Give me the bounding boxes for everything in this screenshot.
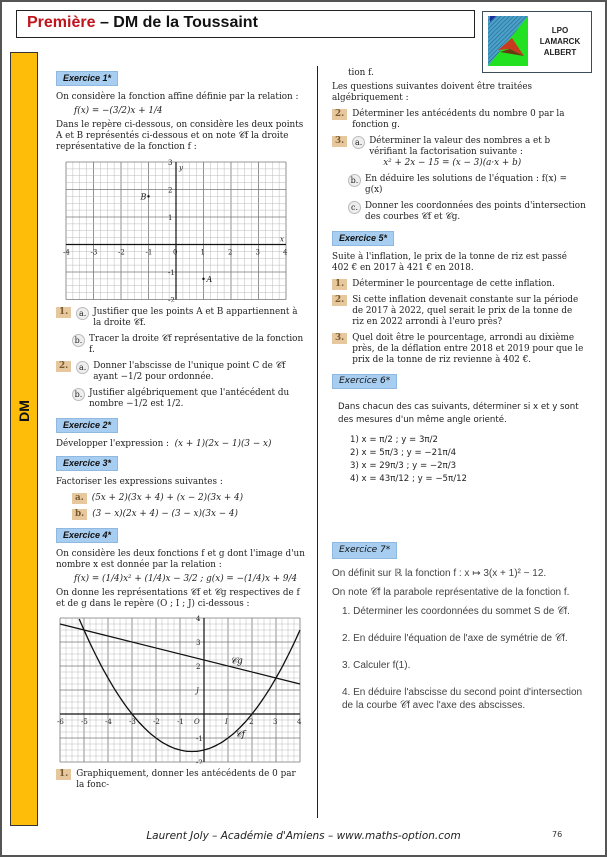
ex4-intro: On considère les deux fonctions f et g dont l'image d'un nombre x est donnée par la relation : — [56, 549, 305, 570]
ex5-q3 — [332, 333, 586, 366]
ex3-b — [72, 509, 306, 520]
ex5-q3-text: Quel doit être le pourcentage, arrondi au dixième près, de la déflation entre 2018 et 2019 pour que le prix de la tonne de riz revienne à 402 €. — [352, 333, 584, 365]
y-tick-label: 2 — [168, 186, 173, 195]
ex4-q3b-text: En déduire les solutions de l'équation : f(x) = g(x) — [365, 174, 568, 195]
ex4-q3b — [348, 174, 586, 196]
ex2-expression: (x + 1)(2x − 1)(3 − x) — [174, 439, 272, 449]
x-tick-label: 4 — [297, 718, 302, 726]
ex1-q1 — [56, 307, 306, 329]
question-number: 2. — [56, 361, 71, 372]
ex1-formula: f(x) = −(3/2)x + 1/4 — [74, 106, 163, 116]
ex7-line2: On note 𝒞f la parabole représentative de la fonction f. — [332, 587, 570, 598]
ex4-q3c — [348, 201, 586, 223]
question-number: 2. — [332, 295, 347, 306]
x-tick-label: -4 — [105, 718, 112, 726]
x-tick-label: 3 — [255, 248, 260, 257]
y-tick-label: -1 — [168, 269, 175, 277]
x-tick-label: -1 — [177, 718, 184, 726]
ex6-case: 3) x = 29π/3 ; y = −2π/3 — [350, 461, 457, 471]
ex4-algebra-note: Les questions suivantes doivent être traitées algébriquement : — [332, 82, 533, 103]
sub-letter: a. — [352, 136, 365, 149]
item-letter: a. — [72, 493, 87, 504]
ex1-graph — [56, 157, 296, 302]
ex5-q1-text: Déterminer le pourcentage de cette inflation. — [352, 279, 555, 289]
y-tick-label: 4 — [196, 615, 201, 623]
x-tick-label: 2 — [228, 248, 233, 257]
exercise-1-tag: Exercice 1* — [56, 71, 118, 86]
x-tick-label: O — [194, 718, 200, 726]
question-number: 1. — [56, 769, 71, 780]
question-number: 1. — [332, 279, 347, 290]
x-tick-label: -3 — [90, 248, 98, 257]
ex3-a — [72, 493, 306, 504]
school-logo — [482, 11, 592, 73]
question-number: 3. — [332, 136, 347, 147]
title-box — [16, 10, 475, 38]
ex1-q2 — [56, 361, 306, 383]
sub-letter: a. — [76, 307, 89, 320]
x-tick-label: -5 — [81, 718, 88, 726]
ex4-q2 — [332, 109, 586, 131]
logo-icon — [488, 16, 528, 66]
ex6-intro: Dans chacun des cas suivants, déterminer si x et y sont des mesures d'un même angle orienté. — [338, 402, 579, 425]
ex1-q1b — [72, 334, 306, 356]
footer-credit: Laurent Joly – Académie d'Amiens – www.maths-option.com — [146, 830, 461, 842]
x-tick-label: -2 — [153, 718, 160, 726]
sub-letter: b. — [348, 174, 361, 187]
ex7-item: 3. Calculer f(1). — [342, 660, 411, 671]
x-tick-label: 2 — [249, 718, 254, 726]
ex7-item: 4. En déduire l'abscisse du second point d'intersection de la courbe 𝒞f avec l'axe des abscisses. — [342, 687, 583, 711]
ex5-intro: Suite à l'inflation, le prix de la tonne de riz est passé 402 € en 2017 à 421 € en 2018. — [332, 252, 567, 273]
x-axis-label: x — [280, 235, 284, 244]
x-tick-label: -4 — [63, 248, 70, 257]
sub-letter: b. — [72, 388, 85, 401]
y-tick-label: 3 — [168, 159, 173, 167]
point-label: A — [206, 274, 213, 284]
y-tick-label: -2 — [168, 296, 175, 302]
x-tick-label: -2 — [118, 248, 125, 257]
ex7-item: 1. Déterminer les coordonnées du sommet S de 𝒞f. — [342, 606, 570, 617]
ex4-graph — [56, 614, 306, 764]
logo-text: LPO LAMARCK ALBERT — [539, 26, 581, 57]
question-number: 1. — [56, 307, 71, 318]
exercise-5-tag: Exercice 5* — [332, 231, 394, 246]
ex1-q1b-text: Tracer la droite 𝒞f représentative de la fonction f. — [89, 334, 304, 355]
title-text: – DM de la Toussaint — [95, 14, 258, 31]
question-number: 2. — [332, 109, 347, 120]
ex1-intro: On considère la fonction affine définie par la relation : — [56, 92, 299, 102]
y-tick-label: 2 — [196, 663, 201, 671]
ex3-b-expr: (3 − x)(2x + 4) − (3 − x)(3x − 4) — [92, 509, 238, 519]
exercise-2-tag: Exercice 2* — [56, 418, 118, 433]
y-tick-label: 3 — [196, 639, 201, 647]
x-tick-label: -3 — [129, 718, 136, 726]
ex4-q1-continued: tion f. — [348, 68, 374, 78]
sub-letter: b. — [72, 334, 85, 347]
sidebar-label: DM — [16, 400, 32, 422]
ex1-desc: Dans le repère ci-dessous, on considère les deux points A et B représentés ci-dessous et on note 𝒞f la droite représentative de la fonction f : — [56, 120, 304, 152]
exercise-6 — [332, 371, 586, 485]
y-tick-label: J — [196, 687, 199, 695]
page-number: 76 — [552, 830, 563, 839]
ex3-text: Factoriser les expressions suivantes : — [56, 477, 223, 487]
point-A — [202, 278, 204, 280]
x-tick-label: 4 — [283, 248, 288, 257]
ex4-q3c-text: Donner les coordonnées des points d'intersection des courbes 𝒞f et 𝒞g. — [365, 201, 586, 222]
y-tick-label: -2 — [196, 759, 203, 764]
sub-letter: c. — [348, 201, 361, 214]
exercise-6-tag: Exercice 6* — [332, 374, 397, 389]
ex7-item: 2. En déduire l'équation de l'axe de symétrie de 𝒞f. — [342, 633, 568, 644]
ex4-q1-text: Graphiquement, donner les antécédents de 0 par la fonc- — [76, 769, 296, 790]
y-tick-label: 1 — [168, 214, 173, 222]
ex6-case: 1) x = π/2 ; y = 3π/2 — [350, 435, 438, 445]
x-tick-label: 1 — [200, 248, 205, 257]
exercise-4-tag: Exercice 4* — [56, 528, 118, 543]
ex1-q1a-text: Justifier que les points A et B appartiennent à la droite 𝒞f. — [93, 307, 298, 328]
y-axis-label: y — [179, 164, 183, 172]
curve-f-label: 𝒞f — [235, 729, 246, 740]
title-level: Première — [27, 14, 96, 31]
ex4-q3a: Déterminer la valeur des nombres a et b vérifiant la factorisation suivante : x² + 2x − 15 = (x − 3)(a·x + b) — [369, 136, 551, 168]
y-tick-label: -1 — [196, 735, 203, 743]
ex7-line1: On définit sur ℝ la fonction f : x ↦ 3(x + 1)² − 12. — [332, 568, 547, 579]
x-tick-label: 3 — [273, 718, 278, 726]
ex4-desc: On donne les représentations 𝒞f et 𝒞g respectives de f et de g dans le repère (O ; I ; J) ci-dessous : — [56, 588, 300, 609]
ex1-q2b — [72, 388, 306, 410]
ex6-case: 2) x = 5π/3 ; y = −21π/4 — [350, 448, 457, 458]
left-column — [56, 68, 306, 796]
item-letter: b. — [72, 509, 87, 520]
ex3-a-expr: (5x + 2)(3x + 4) + (x − 2)(3x + 4) — [91, 493, 244, 503]
ex2-text: Développer l'expression : (x + 1)(2x − 1)(3 − x) — [56, 439, 272, 449]
ex4-formula: f(x) = (1/4)x² + (1/4)x − 3/2 ; g(x) = −(1/4)x + 9/4 — [74, 574, 298, 584]
ex4-q2-text: Déterminer les antécédents du nombre 0 par la fonction g. — [352, 109, 565, 130]
ex6-case: 4) x = 43π/12 ; y = −5π/12 — [350, 474, 468, 484]
question-number: 3. — [332, 333, 347, 344]
ex1-q2a-text: Donner l'abscisse de l'unique point C de 𝒞f ayant −1/2 pour ordonnée. — [93, 361, 286, 382]
column-divider — [317, 66, 318, 818]
ex4-q3 — [332, 136, 586, 169]
x-tick-label: 0 — [173, 248, 178, 257]
x-tick-label: I — [225, 718, 228, 726]
x-tick-label: -1 — [145, 248, 153, 257]
x-tick-label: -6 — [57, 718, 64, 726]
ex4-q1 — [56, 769, 306, 791]
point-B — [147, 195, 149, 197]
exercise-7 — [332, 539, 586, 712]
page-title — [27, 14, 258, 32]
sidebar-band — [10, 52, 38, 826]
ex5-q2 — [332, 295, 586, 328]
ex1-q2b-text: Justifier algébriquement que l'antécédent du nombre −1/2 est 1/2. — [89, 388, 290, 409]
curve-f — [79, 619, 300, 752]
curve-g-label: 𝒞g — [230, 656, 243, 667]
point-label: B — [140, 192, 147, 202]
right-column — [332, 66, 586, 726]
exercise-7-tag: Exercice 7* — [332, 542, 397, 559]
ex5-q1 — [332, 279, 586, 290]
exercise-3-tag: Exercice 3* — [56, 456, 118, 471]
ex5-q2-text: Si cette inflation devenait constante sur la période de 2017 à 2022, quel serait le prix de la tonne de riz en 2022 arrondi à l'euro près? — [352, 295, 579, 327]
sub-letter: a. — [76, 361, 89, 374]
